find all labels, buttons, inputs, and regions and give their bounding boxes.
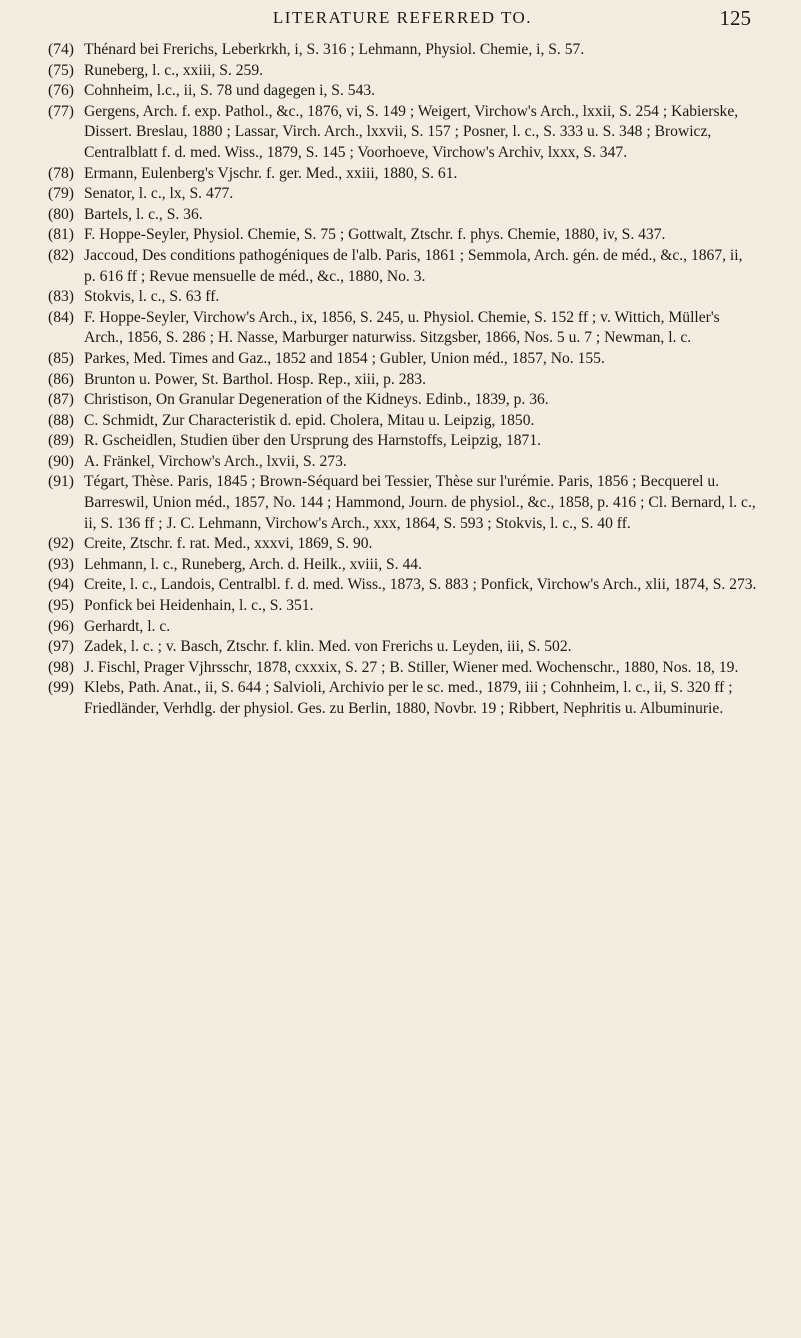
reference-entry: [48, 225, 757, 246]
reference-text: J. Fischl, Prager Vjhrsschr, 1878, cxxxix, S. 27 ; B. Stiller, Wiener med. Wochenschr., 1880, Nos. 18, 19.: [84, 658, 739, 676]
reference-number: (84): [48, 308, 74, 326]
reference-number: (85): [48, 349, 74, 367]
reference-number: (74): [48, 41, 74, 58]
reference-entry: [48, 287, 757, 308]
reference-text: A. Fränkel, Virchow's Arch., lxvii, S. 273.: [84, 452, 347, 470]
reference-number: (81): [48, 226, 74, 244]
reference-text: Brunton u. Power, St. Barthol. Hosp. Rep., xiii, p. 283.: [84, 370, 427, 388]
reference-text: Tégart, Thèse. Paris, 1845 ; Brown-Séquard bei Tessier, Thèse sur l'urémie. Paris, 1856 ; Becquerel u. Barreswil, Union méd., 1857, No. 144 ; Hammond, Journ. de physiol., &c., 1858, p. 416 ; Cl. Bernard, l. c., ii, S. 136 ff ; J. C. Lehmann, Virchow's Arch., xxx, 1864, S. 593 ; Stokvis, l. c., S. 40 ff.: [84, 473, 756, 532]
reference-number: (95): [48, 597, 74, 615]
reference-text: Senator, l. c., lx, S. 477.: [84, 185, 234, 203]
reference-text: Christison, On Granular Degeneration of the Kidneys. Edinb., 1839, p. 36.: [84, 391, 549, 409]
reference-entry: [48, 370, 757, 391]
reference-text: Lehmann, l. c., Runeberg, Arch. d. Heilk., xviii, S. 44.: [84, 555, 422, 573]
reference-text: C. Schmidt, Zur Characteristik d. epid. Cholera, Mitau u. Leipzig, 1850.: [84, 411, 535, 429]
reference-number: (99): [48, 679, 74, 697]
reference-entry: [48, 472, 757, 534]
reference-text: Gergens, Arch. f. exp. Pathol., &c., 1876, vi, S. 149 ; Weigert, Virchow's Arch., lxxii, S. 254 ; Kabierske, Dissert. Breslau, 1880 ; Lassar, Virch. Arch., lxxvii, S. 157 ; Posner, l. c., S. 333 u. S. 348 ; Browicz, Centralblatt f. d. med. Wiss., 1879, S. 145 ; Voorhoeve, Virchow's Archiv, lxxx, S. 347.: [84, 102, 739, 161]
page-number: 125: [719, 6, 751, 30]
reference-list: [48, 40, 757, 720]
reference-number: (88): [48, 411, 74, 429]
reference-text: Ponfick bei Heidenhain, l. c., S. 351.: [84, 597, 314, 615]
reference-number: (76): [48, 82, 74, 100]
reference-text: Thénard bei Frerichs, Leberkrkh, i, S. 316 ; Lehmann, Physiol. Chemie, i, S. 57.: [84, 41, 585, 58]
reference-number: (92): [48, 535, 74, 553]
reference-text: Jaccoud, Des conditions pathogéniques de l'alb. Paris, 1861 ; Semmola, Arch. gén. de méd., &c., 1867, ii, p. 616 ff ; Revue mensuelle de méd., &c., 1880, No. 3.: [84, 246, 743, 285]
reference-number: (97): [48, 638, 74, 656]
running-title: LITERATURE REFERRED TO.: [272, 8, 533, 27]
reference-number: (83): [48, 288, 74, 306]
reference-number: (96): [48, 617, 74, 635]
reference-number: (98): [48, 658, 74, 676]
reference-text: F. Hoppe-Seyler, Physiol. Chemie, S. 75 ; Gottwalt, Ztschr. f. phys. Chemie, 1880, iv, S. 437.: [84, 226, 666, 244]
reference-number: (94): [48, 576, 74, 594]
running-head: [48, 6, 757, 40]
reference-number: (87): [48, 391, 74, 409]
reference-entry: [48, 102, 757, 164]
reference-text: Zadek, l. c. ; v. Basch, Ztschr. f. klin. Med. von Frerichs u. Leyden, iii, S. 502.: [84, 638, 572, 656]
reference-entry: [48, 184, 757, 205]
reference-entry: [48, 678, 757, 719]
reference-entry: [48, 411, 757, 432]
reference-entry: [48, 205, 757, 226]
reference-entry: [48, 308, 757, 349]
reference-entry: [48, 431, 757, 452]
reference-text: Creite, Ztschr. f. rat. Med., xxxvi, 1869, S. 90.: [84, 535, 373, 553]
reference-entry: [48, 617, 757, 638]
reference-entry: [48, 555, 757, 576]
reference-text: Gerhardt, l. c.: [84, 617, 171, 635]
reference-number: (78): [48, 164, 74, 182]
reference-text: Parkes, Med. Times and Gaz., 1852 and 1854 ; Gubler, Union méd., 1857, No. 155.: [84, 349, 605, 367]
reference-entry: [48, 246, 757, 287]
reference-text: Creite, l. c., Landois, Centralbl. f. d. med. Wiss., 1873, S. 883 ; Ponfick, Virchow's Arch., xlii, 1874, S. 273.: [84, 576, 757, 594]
reference-text: Runeberg, l. c., xxiii, S. 259.: [84, 61, 264, 79]
reference-text: F. Hoppe-Seyler, Virchow's Arch., ix, 1856, S. 245, u. Physiol. Chemie, S. 152 ff ; v. Wittich, Müller's Arch., 1856, S. 286 ; H. Nasse, Marburger naturwiss. Sitzgsber, 1866, Nos. 5 u. 7 ; Newman, l. c.: [84, 308, 720, 347]
reference-entry: [48, 164, 757, 185]
reference-entry: [48, 81, 757, 102]
reference-text: Ermann, Eulenberg's Vjschr. f. ger. Med., xxiii, 1880, S. 61.: [84, 164, 458, 182]
reference-entry: [48, 40, 757, 61]
reference-number: (79): [48, 185, 74, 203]
reference-number: (89): [48, 432, 74, 450]
reference-number: (86): [48, 370, 74, 388]
reference-text: R. Gscheidlen, Studien über den Ursprung des Harnstoffs, Leipzig, 1871.: [84, 432, 542, 450]
reference-entry: [48, 61, 757, 82]
reference-number: (80): [48, 205, 74, 223]
reference-text: Bartels, l. c., S. 36.: [84, 205, 203, 223]
reference-number: (77): [48, 102, 74, 120]
reference-entry: [48, 452, 757, 473]
reference-entry: [48, 596, 757, 617]
reference-entry: [48, 575, 757, 596]
reference-text: Cohnheim, l.c., ii, S. 78 und dagegen i, S. 543.: [84, 82, 376, 100]
reference-number: (82): [48, 246, 74, 264]
reference-text: Klebs, Path. Anat., ii, S. 644 ; Salvioli, Archivio per le sc. med., 1879, iii ; Cohnheim, l. c., ii, S. 320 ff ; Friedländer, Verhdlg. der physiol. Ges. zu Berlin, 1880, Novbr. 19 ; Ribbert, Nephritis u. Albuminurie.: [84, 679, 733, 717]
reference-number: (91): [48, 473, 74, 491]
reference-number: (90): [48, 452, 74, 470]
reference-text: Stokvis, l. c., S. 63 ff.: [84, 288, 220, 306]
reference-entry: [48, 637, 757, 658]
reference-entry: [48, 390, 757, 411]
reference-entry: [48, 349, 757, 370]
reference-number: (93): [48, 555, 74, 573]
reference-entry: [48, 658, 757, 679]
reference-number: (75): [48, 61, 74, 79]
reference-entry: [48, 534, 757, 555]
